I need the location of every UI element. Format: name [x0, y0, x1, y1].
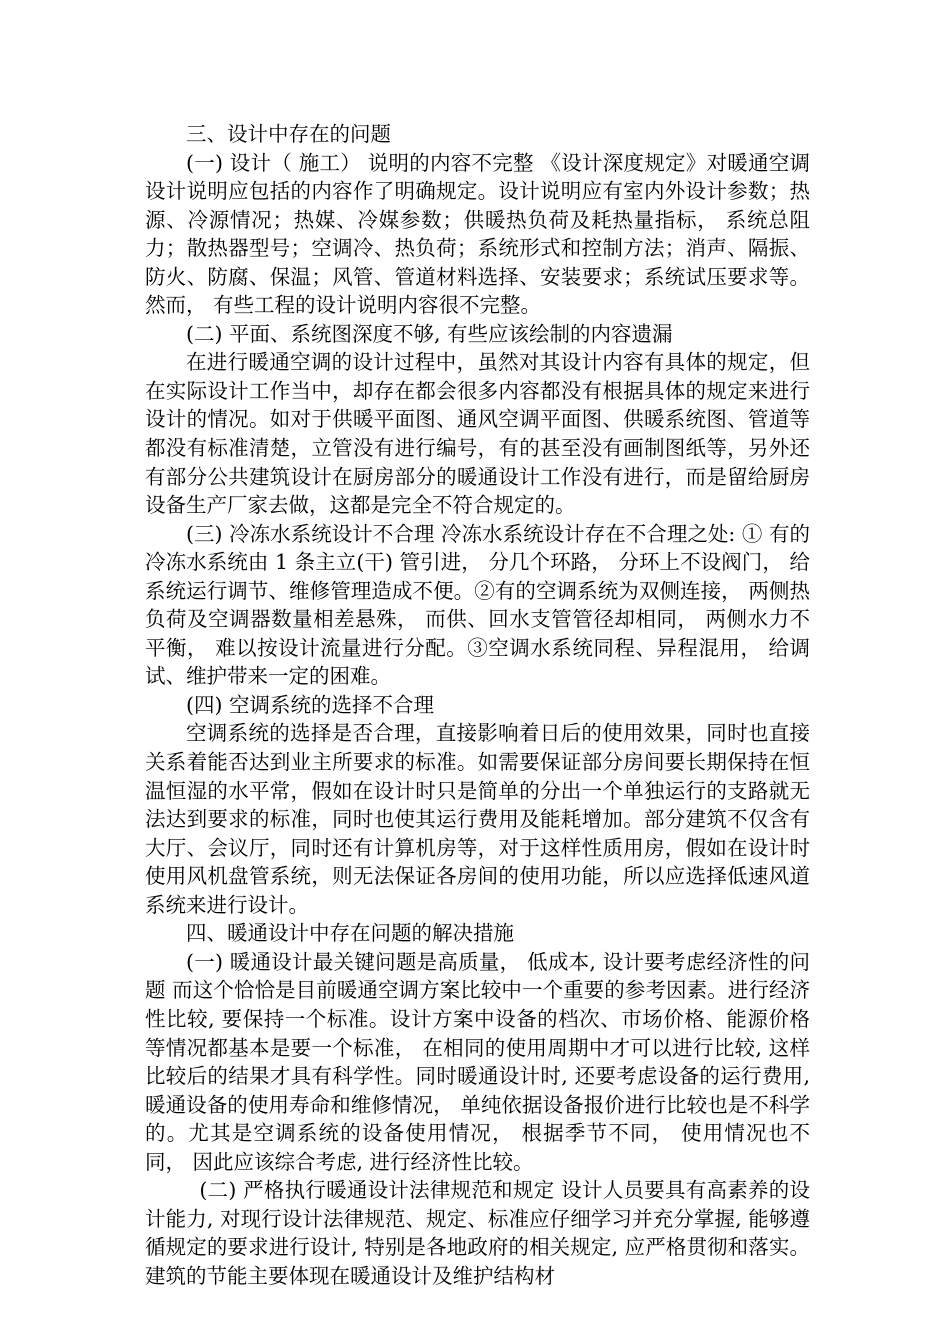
paragraph-cost-quality: (一) 暖通设计最关键问题是高质量， 低成本, 设计要考虑经济性的问题 而这个恰恰是目前暖通空调方案比较中一个重要的参考因素。进行经济性比较, 要保持一个标准。设计方案中设备的档次、市场价格、能源价格等情况都基本是要一个标准， 在相同的使用周期中才可以进行比较, 这样比较后的结果才具有科学性。同时暖通设计时, 还要考虑设备的运行费用, 暖通设备的使用寿命和维修情况， 单纯依据设备报价进行比较也是不科学的。尤其是空调系统的设备使用情况， 根据季节不同， 使用情况也不同， 因此应该综合考虑, 进行经济性比较。: [145, 949, 810, 1174]
section-heading-4: 四、暖通设计中存在问题的解决措施: [186, 921, 514, 946]
paragraph-plan-depth: 在进行暖通空调的设计过程中，虽然对其设计内容有具体的规定，但在实际设计工作当中，却存在都会很多内容都没有根据具体的规定来进行设计的情况。如对于供暖平面图、通风空调平面图、供暖系统图、管道等都没有标准清楚，立管没有进行编号，有的甚至没有画制图纸等，另外还有部分公共建筑设计在厨房部分的暖通设计工作没有进行，而是留给厨房设备生产厂家去做，这都是完全不符合规定的。: [145, 350, 810, 518]
document-body: [145, 120, 810, 1290]
paragraph-ac-system: 空调系统的选择是否合理，直接影响着日后的使用效果，同时也直接关系着能否达到业主所要求的标准。如需要保证部分房间要长期保持在恒温恒湿的水平常，假如在设计时只是简单的分出一个单独运行的支路就无法达到要求的标准，同时也使其运行费用及能耗增加。部分建筑不仅含有大厅、会议厅，同时还有计算机房等，对于这样性质用房，假如在设计时使用风机盘管系统，则无法保证各房间的使用功能，所以应选择低速风道系统来进行设计。: [145, 721, 810, 917]
section-heading-3: 三、设计中存在的问题: [186, 122, 391, 146]
paragraph-regulations: (二) 严格执行暖通设计法律规范和规定 设计人员要具有高素养的设计能力, 对现行设计法律规范、规定、标准应仔细学习并充分掌握, 能够遵循规定的要求进行设计, 特别是各地政府的相关规定, 应严格贯彻和落实。建筑的节能主要体现在暖通设计及维护结构材: [145, 1178, 810, 1288]
paragraph-chilled-water: (三) 冷冻水系统设计不合理 冷冻水系统设计存在不合理之处: ① 有的冷冻水系统由 1 条主立(干) 管引进， 分几个环路， 分环上不设阀门， 给系统运行调节、维修管理造成不便。②有的空调系统为双侧连接， 两侧热负荷及空调器数量相差悬殊， 而供、回水支管管径却相同， 两侧水力不平衡， 难以按设计流量进行分配。③空调水系统同程、异程混用， 给调试、维护带来一定的困难。: [145, 521, 810, 689]
paragraph-design-description: (一) 设计（ 施工） 说明的内容不完整 《设计深度规定》对暖通空调设计说明应包括的内容作了明确规定。设计说明应有室内外设计参数；热源、冷源情况；热媒、冷媒参数；供暖热负荷及耗热量指标， 系统总阻力；散热器型号；空调冷、热负荷；系统形式和控制方法；消声、隔振、防火、防腐、保温；风管、管道材料选择、安装要求；系统试压要求等。然而， 有些工程的设计说明内容很不完整。: [145, 150, 810, 318]
subheading-plan-depth: (二) 平面、系统图深度不够, 有些应该绘制的内容遗漏: [186, 321, 673, 346]
subheading-ac-system: (四) 空调系统的选择不合理: [186, 692, 435, 717]
